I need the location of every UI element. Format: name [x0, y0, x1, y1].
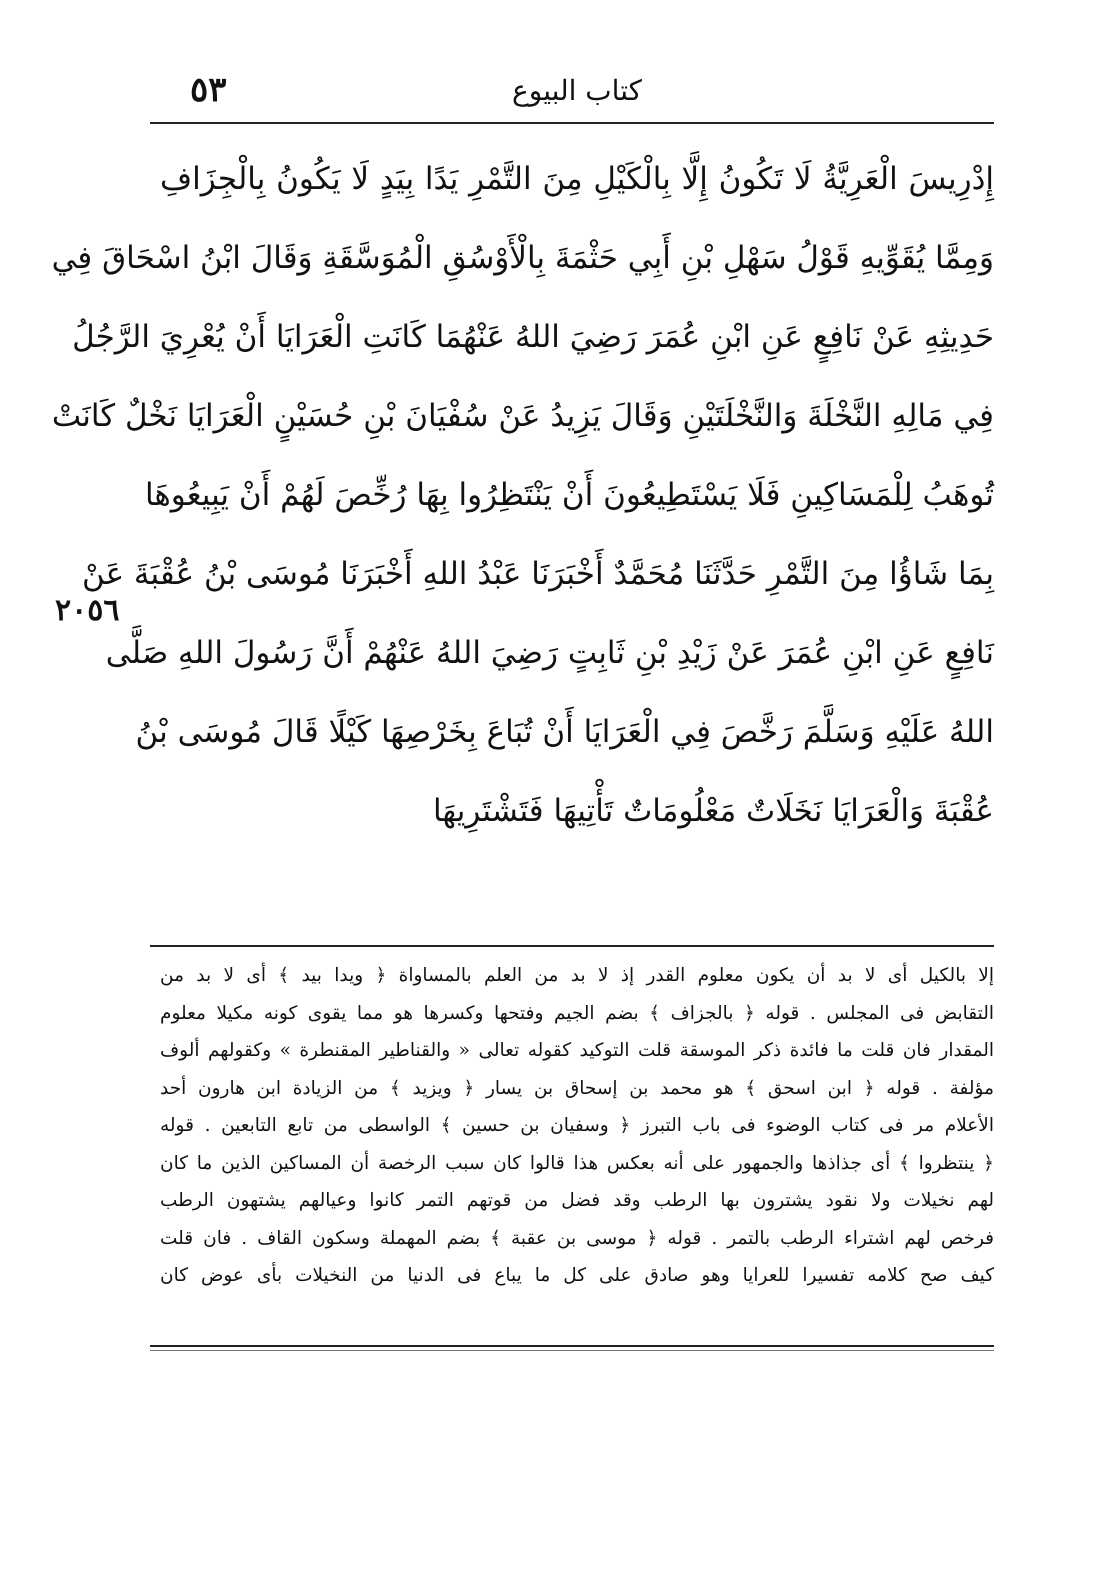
page-header — [160, 62, 994, 120]
commentary-line: كيف صح كلامه تفسيرا للعرايا وهو صادق على كل ما يباع فى الدنيا من النخيلات بأى عوض كان — [160, 1265, 994, 1286]
commentary-line: مؤلفة . قوله ﴿ ابن اسحق ﴾ هو محمد بن إسحاق بن يسار ﴿ ويزيد ﴾ من الزيادة ابن هارون أحد — [160, 1077, 994, 1099]
main-text-line: تُوهَبُ لِلْمَسَاكِينِ فَلَا يَسْتَطِيعُونَ أَنْ يَنْتَظِرُوا بِهَا رُخِّصَ لَهُمْ أَنْ يَبِيعُوهَا — [144, 477, 994, 513]
bottom-divider — [150, 1345, 994, 1347]
bottom-divider-thin — [150, 1350, 994, 1351]
commentary-line: إلا بالكيل أى لا بد أن يكون معلوم القدر إذ لا بد من العلم بالمساواة ﴿ ويدا بيد ﴾ أى لا بد من — [160, 965, 994, 986]
header-divider — [150, 122, 994, 124]
commentary-divider — [150, 945, 994, 947]
main-text-line: حَدِيثِهِ عَنْ نَافِعٍ عَنِ ابْنِ عُمَرَ رَضِيَ اللهُ عَنْهُمَا كَانَتِ الْعَرَايَا أَنْ يُعْرِيَ الرَّجُلُ — [72, 319, 994, 355]
commentary-line: التقابض فى المجلس . قوله ﴿ بالجزاف ﴾ بضم الجيم وفتحها وكسرها هو مما يقوى كونه مكيلا معلوم — [160, 1002, 994, 1024]
commentary-line: فرخص لهم اشتراء الرطب بالتمر . قوله ﴿ موسى بن عقبة ﴾ بضم المهملة وسكون القاف . فان قلت — [160, 1227, 994, 1249]
commentary — [160, 957, 994, 1295]
commentary-line: لهم نخيلات ولا نقود يشترون بها الرطب وقد فضل من قوتهم التمر كانوا وعيالهم يشتهون الرطب — [160, 1190, 994, 1211]
commentary-line: المقدار فان قلت ما فائدة ذكر الموسقة قلت التوكيد كقوله تعالى « والقناطير المقنطرة » وكقولهم ألوف — [160, 1040, 994, 1061]
main-text-line: وَمِمَّا يُقَوِّيهِ قَوْلُ سَهْلِ بْنِ أَبِي حَثْمَةَ بِالْأَوْسُقِ الْمُوَسَّقَةِ وَقَالَ ابْنُ اسْحَاقَ فِي — [51, 240, 994, 276]
main-text-line: اللهُ عَلَيْهِ وَسَلَّمَ رَخَّصَ فِي الْعَرَايَا أَنْ تُبَاعَ بِخَرْصِهَا كَيْلًا قَالَ مُوسَى بْنُ — [135, 714, 994, 750]
main-text-line: إِدْرِيسَ الْعَرِيَّةُ لَا تَكُونُ إِلَّا بِالْكَيْلِ مِنَ التَّمْرِ يَدًا بِيَدٍ لَا يَكُونُ بِالْجِزَافِ — [160, 161, 994, 197]
main-text-line: نَافِعٍ عَنِ ابْنِ عُمَرَ عَنْ زَيْدِ بْنِ ثَابِتٍ رَضِيَ اللهُ عَنْهُمْ أَنَّ رَسُولَ اللهِ صَلَّى — [105, 635, 994, 671]
main-text-line: بِمَا شَاؤُا مِنَ التَّمْرِ حَدَّثَنَا مُحَمَّدٌ أَخْبَرَنَا عَبْدُ اللهِ أَخْبَرَنَا مُوسَى بْنُ عُقْبَةَ عَنْ — [81, 556, 994, 592]
hadith-number: ٢٠٥٦ — [55, 593, 120, 628]
main-text-line: فِي مَالِهِ النَّخْلَةَ وَالنَّخْلَتَيْنِ وَقَالَ يَزِيدُ عَنْ سُفْيَانَ بْنِ حُسَيْنٍ الْعَرَايَا نَخْلٌ كَانَتْ — [51, 398, 994, 434]
running-title: كتاب البيوع — [512, 74, 642, 107]
commentary-line: ﴿ ينتظروا ﴾ أى جذاذها والجمهور على أنه بعكس هذا قالوا كان سبب الرخصة أن المساكين الذين ما كان — [160, 1152, 994, 1174]
commentary-line: الأعلام مر فى كتاب الوضوء فى باب التبرز ﴿ وسفيان بن حسين ﴾ الواسطى من تابع التابعين . قوله — [160, 1115, 994, 1136]
page-number: ٥٣ — [190, 70, 227, 110]
main-text-line: عُقْبَةَ وَالْعَرَايَا نَخَلَاتٌ مَعْلُومَاتٌ تَأْتِيهَا فَتَشْتَرِيهَا — [432, 793, 994, 829]
